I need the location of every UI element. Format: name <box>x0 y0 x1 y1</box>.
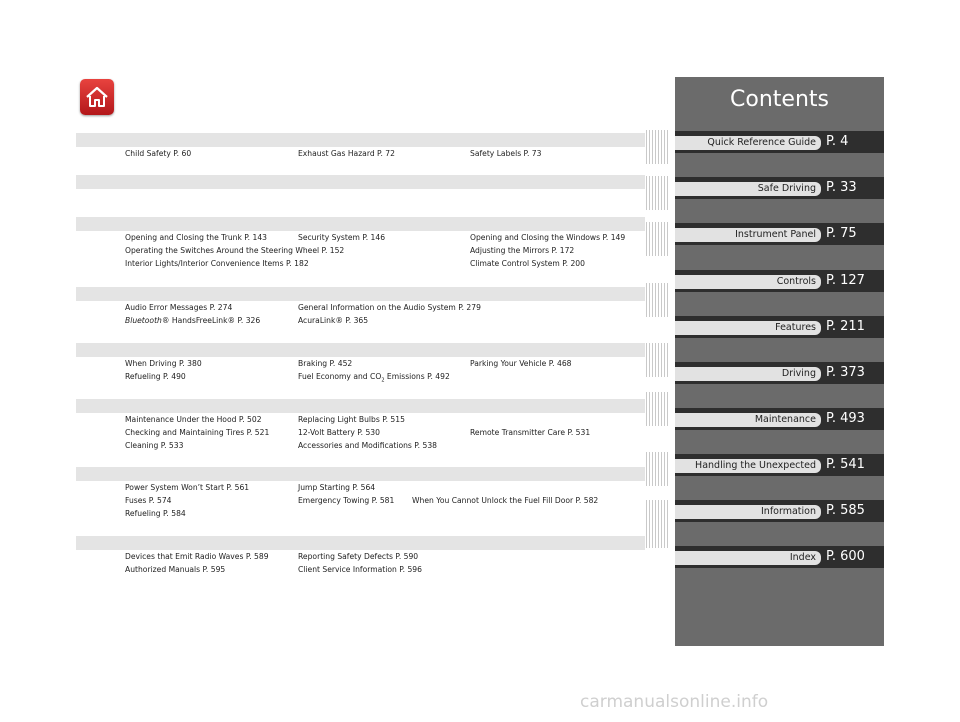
contents-title: Contents <box>730 87 829 112</box>
link-handsfreelink[interactable] <box>125 315 260 327</box>
link-interior-lights[interactable]: Interior Lights/Interior Convenience Items P. 182 <box>125 259 309 268</box>
nav-label-tab <box>675 367 821 381</box>
nav-driving[interactable] <box>675 362 884 384</box>
section-stripes <box>646 283 668 317</box>
nav-page: P. 493 <box>826 411 865 426</box>
nav-page: P. 4 <box>826 134 849 149</box>
nav-label: Handling the Unexpected <box>695 460 816 471</box>
section-band-safe-driving[interactable] <box>76 133 645 147</box>
link-fuel-economy[interactable] <box>298 371 450 387</box>
nav-page: P. 33 <box>826 180 857 195</box>
link-climate[interactable]: Climate Control System P. 200 <box>470 259 585 268</box>
link-safety-labels[interactable]: Safety Labels P. 73 <box>470 149 542 158</box>
nav-label-tab <box>675 321 821 335</box>
nav-quick-reference[interactable] <box>675 131 884 153</box>
nav-instrument-panel[interactable] <box>675 223 884 245</box>
link-under-hood[interactable]: Maintenance Under the Hood P. 502 <box>125 415 262 424</box>
link-towing[interactable]: Emergency Towing P. 581 <box>298 496 395 505</box>
link-jump-starting[interactable]: Jump Starting P. 564 <box>298 483 376 492</box>
nav-label-tab <box>675 505 821 519</box>
link-remote[interactable]: Remote Transmitter Care P. 531 <box>470 428 591 437</box>
nav-label: Instrument Panel <box>735 229 816 240</box>
nav-label: Index <box>789 552 816 563</box>
link-fuses[interactable]: Fuses P. 574 <box>125 496 172 505</box>
link-exhaust-gas[interactable]: Exhaust Gas Hazard P. 72 <box>298 149 395 158</box>
nav-index[interactable] <box>675 546 884 568</box>
link-refueling-2[interactable]: Refueling P. 584 <box>125 509 186 518</box>
section-band-controls[interactable] <box>76 217 645 231</box>
section-stripes <box>646 130 668 164</box>
link-switches[interactable]: Operating the Switches Around the Steering Wheel P. 152 <box>125 246 345 255</box>
nav-label: Safe Driving <box>757 183 816 194</box>
link-acuralink[interactable]: AcuraLink® P. 365 <box>298 316 369 325</box>
link-child-safety[interactable]: Child Safety P. 60 <box>125 149 192 158</box>
link-power-system[interactable]: Power System Won’t Start P. 561 <box>125 483 250 492</box>
link-parking[interactable]: Parking Your Vehicle P. 468 <box>470 359 572 368</box>
link-windows[interactable]: Opening and Closing the Windows P. 149 <box>470 233 626 242</box>
link-audio-errors[interactable]: Audio Error Messages P. 274 <box>125 303 233 312</box>
nav-page: P. 373 <box>826 365 865 380</box>
link-security[interactable]: Security System P. 146 <box>298 233 386 242</box>
section-band-driving[interactable] <box>76 343 645 357</box>
nav-label: Features <box>775 322 816 333</box>
contents-panel <box>675 77 884 646</box>
link-client-service[interactable]: Client Service Information P. 596 <box>298 565 422 574</box>
home-button[interactable] <box>80 79 114 115</box>
nav-label-tab <box>675 182 821 196</box>
nav-page: P. 541 <box>826 457 865 472</box>
section-band-unexpected[interactable] <box>76 467 645 481</box>
nav-label-tab <box>675 459 821 473</box>
nav-label-tab <box>675 551 821 565</box>
nav-label: Information <box>761 506 816 517</box>
section-stripes <box>646 343 668 377</box>
nav-label-tab <box>675 136 821 150</box>
fuel-text-a: Fuel Economy and CO <box>298 372 382 381</box>
section-band-features[interactable] <box>76 287 645 301</box>
nav-label: Quick Reference Guide <box>707 137 816 148</box>
section-band-instrument-panel[interactable] <box>76 175 645 189</box>
link-light-bulbs[interactable]: Replacing Light Bulbs P. 515 <box>298 415 405 424</box>
nav-handling-unexpected[interactable] <box>675 454 884 476</box>
nav-page: P. 75 <box>826 226 857 241</box>
link-refueling[interactable]: Refueling P. 490 <box>125 372 186 381</box>
section-stripes <box>646 500 668 548</box>
section-stripes <box>646 176 668 210</box>
section-stripes <box>646 222 668 256</box>
section-stripes <box>646 452 668 486</box>
link-braking[interactable]: Braking P. 452 <box>298 359 353 368</box>
link-tires[interactable]: Checking and Maintaining Tires P. 521 <box>125 428 270 437</box>
link-radio-waves[interactable]: Devices that Emit Radio Waves P. 589 <box>125 552 269 561</box>
link-when-driving[interactable]: When Driving P. 380 <box>125 359 202 368</box>
nav-controls[interactable] <box>675 270 884 292</box>
nav-safe-driving[interactable] <box>675 177 884 199</box>
section-band-information[interactable] <box>76 536 645 550</box>
link-trunk[interactable]: Opening and Closing the Trunk P. 143 <box>125 233 267 242</box>
link-mirrors[interactable]: Adjusting the Mirrors P. 172 <box>470 246 575 255</box>
link-fuel-door[interactable]: When You Cannot Unlock the Fuel Fill Door P. 582 <box>412 496 599 505</box>
nav-page: P. 211 <box>826 319 865 334</box>
nav-label-tab <box>675 413 821 427</box>
link-cleaning[interactable]: Cleaning P. 533 <box>125 441 184 450</box>
home-icon <box>85 85 109 109</box>
link-manuals[interactable]: Authorized Manuals P. 595 <box>125 565 226 574</box>
nav-page: P. 585 <box>826 503 865 518</box>
nav-information[interactable] <box>675 500 884 522</box>
fuel-subscript: 2 <box>381 377 385 384</box>
nav-page: P. 600 <box>826 549 865 564</box>
handsfreelink-text: ® HandsFreeLink® P. 326 <box>161 316 261 325</box>
section-stripes <box>646 392 668 426</box>
fuel-text-b: Emissions P. 492 <box>384 372 450 381</box>
link-accessories[interactable]: Accessories and Modifications P. 538 <box>298 441 437 450</box>
link-safety-defects[interactable]: Reporting Safety Defects P. 590 <box>298 552 419 561</box>
nav-label-tab <box>675 228 821 242</box>
watermark: carmanualsonline.info <box>580 692 769 712</box>
section-band-maintenance[interactable] <box>76 399 645 413</box>
nav-label-tab <box>675 275 821 289</box>
link-audio-info[interactable]: General Information on the Audio System P. 279 <box>298 303 481 312</box>
nav-features[interactable] <box>675 316 884 338</box>
bluetooth-text: Bluetooth <box>125 316 162 325</box>
nav-label: Maintenance <box>754 414 816 425</box>
nav-maintenance[interactable] <box>675 408 884 430</box>
nav-label: Controls <box>776 276 816 287</box>
link-battery[interactable]: 12-Volt Battery P. 530 <box>298 428 380 437</box>
nav-label: Driving <box>781 368 816 379</box>
nav-page: P. 127 <box>826 273 865 288</box>
